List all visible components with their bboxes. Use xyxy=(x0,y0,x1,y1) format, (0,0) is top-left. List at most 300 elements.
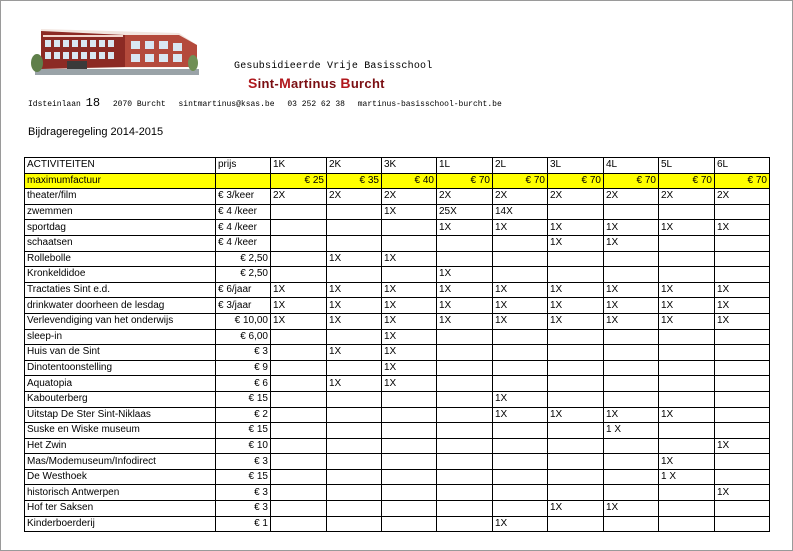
grade-cell xyxy=(271,407,327,423)
grade-cell: 1X xyxy=(493,298,548,314)
maximum-invoice-row xyxy=(25,173,770,189)
grade-cell xyxy=(493,267,548,283)
grade-cell xyxy=(604,391,659,407)
activity-cell: Tractaties Sint e.d. xyxy=(25,282,216,298)
grade-cell xyxy=(715,423,770,439)
grade-cell: 1X xyxy=(327,345,382,361)
grade-cell: 1X xyxy=(437,298,493,314)
grade-cell xyxy=(604,454,659,470)
activity-cell: zwemmen xyxy=(25,204,216,220)
grade-cell xyxy=(437,329,493,345)
table-row xyxy=(25,313,770,329)
grade-cell xyxy=(493,329,548,345)
grade-cell xyxy=(327,329,382,345)
price-cell: € 6 xyxy=(216,376,271,392)
table-row xyxy=(25,360,770,376)
grade-cell xyxy=(327,454,382,470)
grade-cell: 1X xyxy=(659,454,715,470)
grade-cell xyxy=(659,235,715,251)
grade-cell xyxy=(271,485,327,501)
grade-cell xyxy=(327,391,382,407)
column-header: 1L xyxy=(437,158,493,174)
address-number: 18 xyxy=(85,96,101,110)
grade-cell xyxy=(271,251,327,267)
grade-cell: 1X xyxy=(659,298,715,314)
grade-cell: 1X xyxy=(604,501,659,517)
grade-cell xyxy=(493,454,548,470)
grade-cell xyxy=(382,220,437,236)
school-name-part: B xyxy=(340,75,351,91)
table-row xyxy=(25,345,770,361)
activity-cell: Het Zwin xyxy=(25,438,216,454)
grade-cell xyxy=(382,516,437,532)
grade-cell: 1X xyxy=(604,235,659,251)
maximum-value: € 70 xyxy=(493,173,548,189)
activity-cell: Kinderboerderij xyxy=(25,516,216,532)
column-header: 5L xyxy=(659,158,715,174)
column-header: 3K xyxy=(382,158,437,174)
grade-cell: 1X xyxy=(382,376,437,392)
grade-cell: 1X xyxy=(493,391,548,407)
grade-cell: 1X xyxy=(659,407,715,423)
grade-cell xyxy=(659,516,715,532)
grade-cell: 1X xyxy=(382,329,437,345)
address-city: Burcht xyxy=(136,100,166,109)
grade-cell xyxy=(659,376,715,392)
grade-cell: 1X xyxy=(604,313,659,329)
grade-cell: 1X xyxy=(548,282,604,298)
grade-cell xyxy=(437,438,493,454)
grade-cell xyxy=(659,267,715,283)
activity-cell: sleep-in xyxy=(25,329,216,345)
grade-cell: 2X xyxy=(327,189,382,205)
grade-cell: 1X xyxy=(659,282,715,298)
grade-cell xyxy=(382,438,437,454)
grade-cell xyxy=(271,469,327,485)
grade-cell xyxy=(271,454,327,470)
grade-cell xyxy=(604,485,659,501)
grade-cell xyxy=(604,267,659,283)
grade-cell xyxy=(604,345,659,361)
grade-cell xyxy=(382,391,437,407)
activity-cell: Verlevendiging van het onderwijs xyxy=(25,313,216,329)
activity-cell: sportdag xyxy=(25,220,216,236)
table-header-row xyxy=(25,158,770,174)
table-row xyxy=(25,391,770,407)
column-header: prijs xyxy=(216,158,271,174)
price-cell: € 10 xyxy=(216,438,271,454)
grade-cell: 1X xyxy=(382,298,437,314)
price-cell: € 4 /keer xyxy=(216,235,271,251)
grade-cell xyxy=(715,267,770,283)
activity-cell: Uitstap De Ster Sint-Niklaas xyxy=(25,407,216,423)
grade-cell xyxy=(327,438,382,454)
activity-cell: Aquatopia xyxy=(25,376,216,392)
grade-cell xyxy=(715,454,770,470)
table-row xyxy=(25,438,770,454)
activity-cell: Mas/Modemuseum/Infodirect xyxy=(25,454,216,470)
grade-cell xyxy=(715,516,770,532)
grade-cell xyxy=(493,438,548,454)
maximum-value: € 70 xyxy=(604,173,659,189)
grade-cell: 1X xyxy=(493,282,548,298)
price-cell: € 3 xyxy=(216,501,271,517)
grade-cell xyxy=(659,251,715,267)
price-cell: € 3 xyxy=(216,345,271,361)
grade-cell xyxy=(548,391,604,407)
grade-cell xyxy=(548,516,604,532)
grade-cell xyxy=(271,360,327,376)
price-cell: € 4 /keer xyxy=(216,220,271,236)
grade-cell xyxy=(493,376,548,392)
activity-cell: Kronkeldidoe xyxy=(25,267,216,283)
grade-cell: 1X xyxy=(437,220,493,236)
price-cell: € 3/jaar xyxy=(216,298,271,314)
grade-cell: 1X xyxy=(715,485,770,501)
grade-cell: 1X xyxy=(715,298,770,314)
column-header: 2K xyxy=(327,158,382,174)
grade-cell xyxy=(604,251,659,267)
grade-cell xyxy=(548,376,604,392)
activity-cell: Kabouterberg xyxy=(25,391,216,407)
grade-cell xyxy=(493,251,548,267)
grade-cell: 1X xyxy=(548,220,604,236)
price-cell: € 6,00 xyxy=(216,329,271,345)
grade-cell: 1X xyxy=(493,313,548,329)
school-name-part: urcht xyxy=(350,76,385,91)
table-row xyxy=(25,485,770,501)
table-row xyxy=(25,376,770,392)
table-row xyxy=(25,204,770,220)
activity-cell: historisch Antwerpen xyxy=(25,485,216,501)
grade-cell xyxy=(715,407,770,423)
grade-cell xyxy=(659,485,715,501)
grade-cell xyxy=(437,516,493,532)
grade-cell xyxy=(548,469,604,485)
grade-cell: 2X xyxy=(271,189,327,205)
grade-cell: 1X xyxy=(437,267,493,283)
table-row xyxy=(25,423,770,439)
grade-cell xyxy=(437,407,493,423)
grade-cell xyxy=(548,251,604,267)
grade-cell xyxy=(659,391,715,407)
grade-cell xyxy=(548,485,604,501)
grade-cell xyxy=(271,329,327,345)
maximum-value: € 70 xyxy=(659,173,715,189)
maximum-price-cell xyxy=(216,173,271,189)
school-address xyxy=(28,96,502,110)
table-row xyxy=(25,189,770,205)
grade-cell xyxy=(437,360,493,376)
grade-cell: 1X xyxy=(327,282,382,298)
table-row xyxy=(25,267,770,283)
table-row xyxy=(25,298,770,314)
column-header: 4L xyxy=(604,158,659,174)
grade-cell xyxy=(327,407,382,423)
grade-cell xyxy=(437,251,493,267)
grade-cell: 1X xyxy=(715,313,770,329)
grade-cell xyxy=(382,454,437,470)
grade-cell xyxy=(437,423,493,439)
grade-cell xyxy=(659,423,715,439)
grade-cell xyxy=(604,376,659,392)
grade-cell xyxy=(548,438,604,454)
grade-cell xyxy=(715,501,770,517)
table-row xyxy=(25,454,770,470)
maximum-label: maximumfactuur xyxy=(25,173,216,189)
grade-cell: 1X xyxy=(604,298,659,314)
grade-cell: 1X xyxy=(327,251,382,267)
grade-cell xyxy=(715,345,770,361)
grade-cell: 1X xyxy=(327,313,382,329)
table-row xyxy=(25,501,770,517)
activity-cell: Rollebolle xyxy=(25,251,216,267)
activity-cell: Suske en Wiske museum xyxy=(25,423,216,439)
grade-cell: 1X xyxy=(327,298,382,314)
school-building-logo xyxy=(29,23,201,81)
grade-cell xyxy=(437,501,493,517)
grade-cell xyxy=(493,423,548,439)
address-email: sintmartinus@ksas.be xyxy=(178,100,275,109)
grade-cell: 1X xyxy=(382,345,437,361)
grade-cell: 1X xyxy=(715,282,770,298)
grade-cell xyxy=(604,204,659,220)
grade-cell: 2X xyxy=(659,189,715,205)
grade-cell xyxy=(382,407,437,423)
column-header: 2L xyxy=(493,158,548,174)
grade-cell: 1X xyxy=(493,516,548,532)
grade-cell xyxy=(604,329,659,345)
school-name-part: S xyxy=(248,75,258,91)
grade-cell: 1X xyxy=(382,282,437,298)
column-header: 3L xyxy=(548,158,604,174)
activity-cell: Hof ter Saksen xyxy=(25,501,216,517)
grade-cell: 1X xyxy=(271,298,327,314)
grade-cell xyxy=(493,360,548,376)
school-name-part: int- xyxy=(257,76,280,91)
address-phone: 03 252 62 38 xyxy=(287,100,345,109)
school-name xyxy=(248,75,385,91)
grade-cell xyxy=(493,235,548,251)
table-row xyxy=(25,220,770,236)
maximum-value: € 40 xyxy=(382,173,437,189)
grade-cell xyxy=(604,360,659,376)
grade-cell xyxy=(327,501,382,517)
column-header: ACTIVITEITEN xyxy=(25,158,216,174)
grade-cell: 1X xyxy=(493,407,548,423)
grade-cell xyxy=(548,360,604,376)
grade-cell xyxy=(271,220,327,236)
grade-cell xyxy=(437,469,493,485)
grade-cell xyxy=(437,391,493,407)
school-subtitle: Gesubsidieerde Vrije Basisschool xyxy=(234,61,433,72)
table-row xyxy=(25,407,770,423)
grade-cell xyxy=(382,423,437,439)
grade-cell xyxy=(327,469,382,485)
price-cell: € 2 xyxy=(216,407,271,423)
grade-cell xyxy=(715,235,770,251)
grade-cell xyxy=(271,235,327,251)
grade-cell: 2X xyxy=(382,189,437,205)
grade-cell xyxy=(493,485,548,501)
address-postal: 2070 xyxy=(112,100,133,109)
column-header: 1K xyxy=(271,158,327,174)
grade-cell xyxy=(715,329,770,345)
table-row xyxy=(25,469,770,485)
grade-cell xyxy=(437,454,493,470)
grade-cell xyxy=(437,235,493,251)
address-website: martinus-basisschool-burcht.be xyxy=(357,100,502,109)
grade-cell: 1X xyxy=(659,220,715,236)
grade-cell: 2X xyxy=(437,189,493,205)
grade-cell xyxy=(327,267,382,283)
grade-cell xyxy=(548,454,604,470)
grade-cell xyxy=(715,469,770,485)
grade-cell xyxy=(659,204,715,220)
column-header: 6L xyxy=(715,158,770,174)
grade-cell xyxy=(659,438,715,454)
grade-cell xyxy=(382,485,437,501)
grade-cell: 1X xyxy=(548,313,604,329)
contribution-table xyxy=(24,157,770,532)
grade-cell xyxy=(493,501,548,517)
grade-cell: 1X xyxy=(382,251,437,267)
grade-cell: 1X xyxy=(548,298,604,314)
grade-cell: 1X xyxy=(604,220,659,236)
maximum-value: € 70 xyxy=(437,173,493,189)
grade-cell xyxy=(327,235,382,251)
table-body xyxy=(25,158,770,532)
grade-cell xyxy=(548,423,604,439)
grade-cell xyxy=(382,501,437,517)
maximum-value: € 70 xyxy=(715,173,770,189)
grade-cell xyxy=(604,438,659,454)
grade-cell xyxy=(271,267,327,283)
grade-cell: 1X xyxy=(548,235,604,251)
school-name-part: artinus xyxy=(291,76,341,91)
grade-cell xyxy=(382,267,437,283)
grade-cell: 1 X xyxy=(659,469,715,485)
grade-cell xyxy=(715,391,770,407)
document-title: Bijdrageregeling 2014-2015 xyxy=(28,126,164,138)
grade-cell: 1 X xyxy=(604,423,659,439)
price-cell: € 6/jaar xyxy=(216,282,271,298)
grade-cell xyxy=(271,204,327,220)
grade-cell xyxy=(382,235,437,251)
grade-cell xyxy=(659,501,715,517)
grade-cell: 1X xyxy=(604,407,659,423)
grade-cell xyxy=(548,345,604,361)
grade-cell xyxy=(604,469,659,485)
maximum-value: € 35 xyxy=(327,173,382,189)
price-cell: € 1 xyxy=(216,516,271,532)
activity-cell: theater/film xyxy=(25,189,216,205)
price-cell: € 2,50 xyxy=(216,267,271,283)
activity-cell: De Westhoek xyxy=(25,469,216,485)
grade-cell: 1X xyxy=(715,220,770,236)
grade-cell: 1X xyxy=(437,282,493,298)
grade-cell: 1X xyxy=(327,376,382,392)
grade-cell xyxy=(715,251,770,267)
maximum-value: € 70 xyxy=(548,173,604,189)
grade-cell: 1X xyxy=(271,282,327,298)
grade-cell: 1X xyxy=(271,313,327,329)
table-row xyxy=(25,329,770,345)
grade-cell: 1X xyxy=(604,282,659,298)
grade-cell xyxy=(327,485,382,501)
price-cell: € 9 xyxy=(216,360,271,376)
school-name-part: M xyxy=(279,75,292,91)
grade-cell: 1X xyxy=(715,438,770,454)
grade-cell: 1X xyxy=(382,313,437,329)
grade-cell xyxy=(327,220,382,236)
grade-cell xyxy=(271,376,327,392)
grade-cell: 1X xyxy=(659,313,715,329)
grade-cell xyxy=(659,360,715,376)
grade-cell xyxy=(271,391,327,407)
activity-cell: schaatsen xyxy=(25,235,216,251)
price-cell: € 3/keer xyxy=(216,189,271,205)
grade-cell xyxy=(437,376,493,392)
grade-cell xyxy=(437,345,493,361)
price-cell: € 10,00 xyxy=(216,313,271,329)
price-cell: € 3 xyxy=(216,454,271,470)
table-row xyxy=(25,251,770,267)
table-row xyxy=(25,282,770,298)
table-row xyxy=(25,516,770,532)
grade-cell: 2X xyxy=(493,189,548,205)
grade-cell xyxy=(659,345,715,361)
grade-cell: 2X xyxy=(604,189,659,205)
grade-cell xyxy=(604,516,659,532)
grade-cell xyxy=(271,438,327,454)
grade-cell: 1X xyxy=(382,204,437,220)
grade-cell xyxy=(715,360,770,376)
address-street: Idsteinlaan xyxy=(28,100,81,109)
grade-cell xyxy=(327,360,382,376)
grade-cell xyxy=(327,516,382,532)
maximum-value: € 25 xyxy=(271,173,327,189)
price-cell: € 15 xyxy=(216,423,271,439)
grade-cell xyxy=(382,469,437,485)
grade-cell xyxy=(271,501,327,517)
grade-cell xyxy=(548,204,604,220)
grade-cell: 1X xyxy=(548,407,604,423)
grade-cell xyxy=(548,267,604,283)
grade-cell: 2X xyxy=(548,189,604,205)
price-cell: € 15 xyxy=(216,469,271,485)
activity-cell: Huis van de Sint xyxy=(25,345,216,361)
grade-cell: 14X xyxy=(493,204,548,220)
grade-cell: 1X xyxy=(493,220,548,236)
grade-cell xyxy=(271,423,327,439)
grade-cell xyxy=(437,485,493,501)
grade-cell xyxy=(493,345,548,361)
table-row xyxy=(25,235,770,251)
grade-cell xyxy=(715,204,770,220)
grade-cell xyxy=(271,516,327,532)
grade-cell xyxy=(327,423,382,439)
price-cell: € 2,50 xyxy=(216,251,271,267)
grade-cell: 1X xyxy=(382,360,437,376)
grade-cell xyxy=(715,376,770,392)
grade-cell xyxy=(271,345,327,361)
price-cell: € 3 xyxy=(216,485,271,501)
grade-cell: 2X xyxy=(715,189,770,205)
grade-cell: 25X xyxy=(437,204,493,220)
price-cell: € 15 xyxy=(216,391,271,407)
grade-cell xyxy=(493,469,548,485)
